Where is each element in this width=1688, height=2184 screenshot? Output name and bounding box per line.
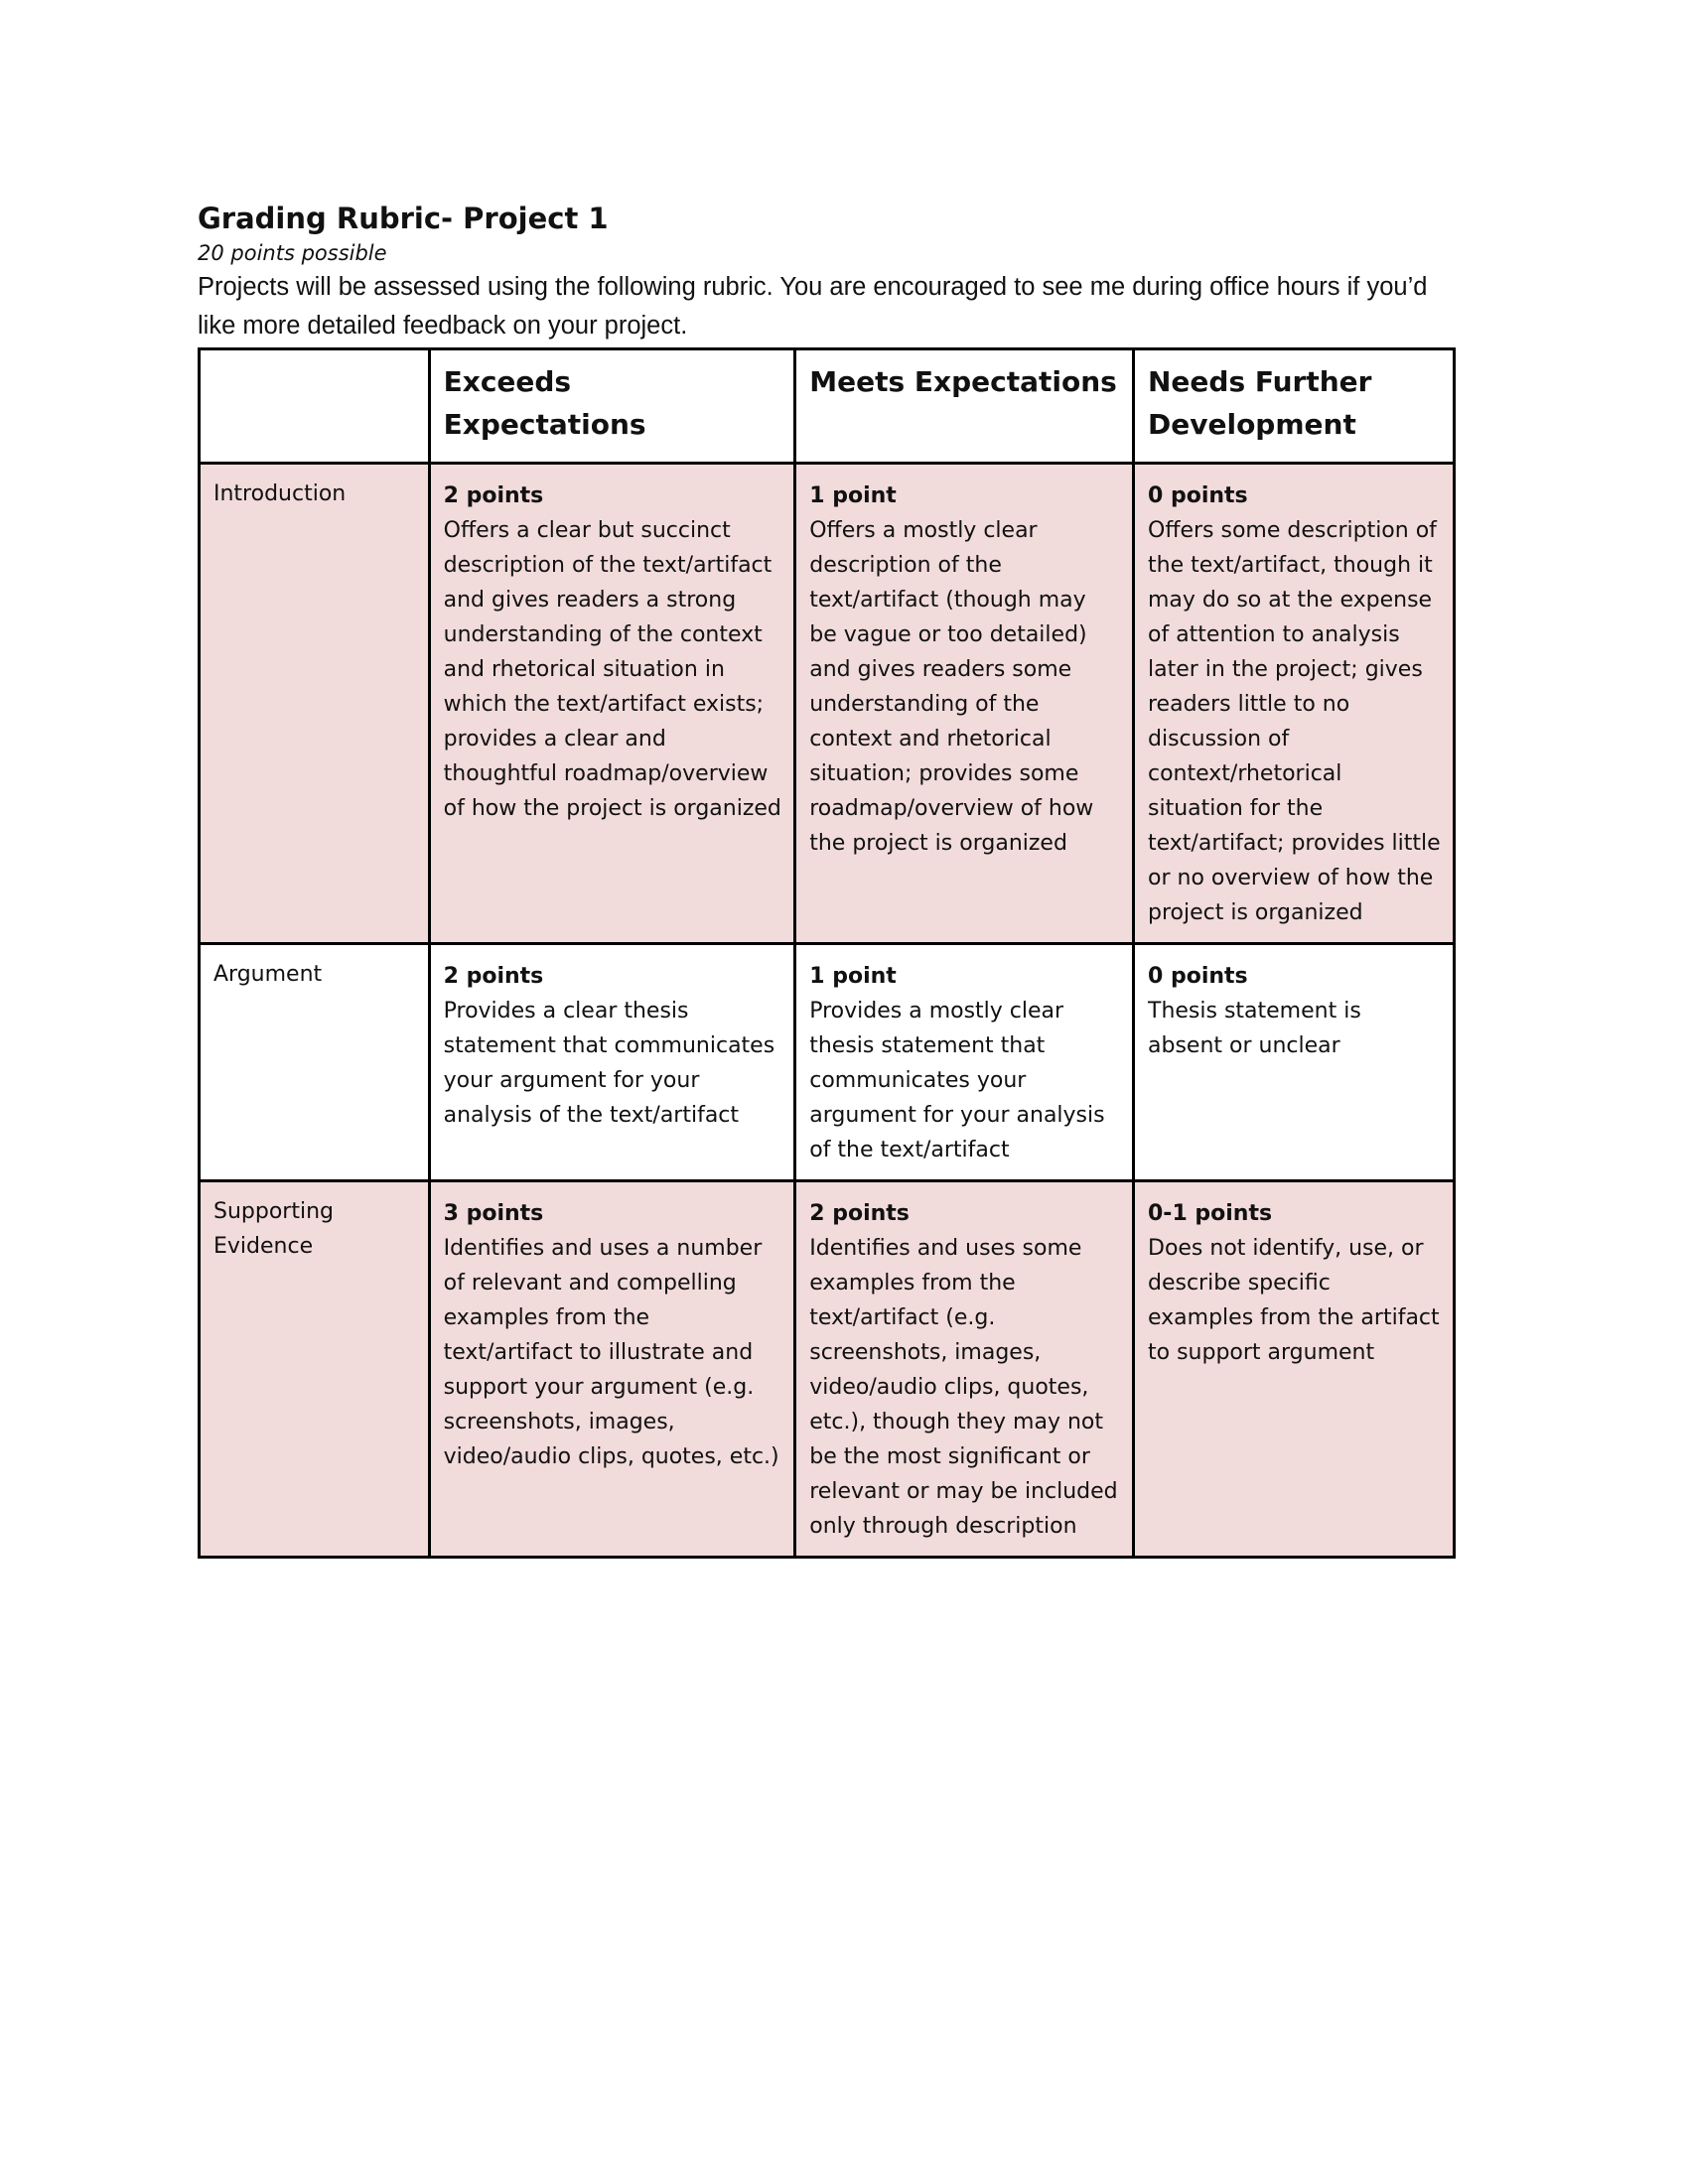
points-label: 0 points bbox=[1148, 964, 1248, 989]
rubric-table bbox=[198, 347, 1456, 1559]
criteria-text: Offers some description of the text/artifact, though it may do so at the expense of attention to analysis later in the project; gives readers little to no discussion of context/rhetorical situation for the text/artifact; provides little or no overview of how the project is organized bbox=[1148, 518, 1441, 925]
points-label: 1 point bbox=[809, 483, 897, 508]
points-label: 2 points bbox=[809, 1201, 910, 1226]
header-exceeds: Exceeds Expectations bbox=[429, 349, 795, 464]
header-meets: Meets Expectations bbox=[795, 349, 1134, 464]
points-label: 0-1 points bbox=[1148, 1201, 1273, 1226]
criteria-text: Does not identify, use, or describe specific examples from the artifact to support argument bbox=[1148, 1236, 1440, 1365]
points-label: 3 points bbox=[443, 1201, 544, 1226]
page-title: Grading Rubric- Project 1 bbox=[198, 202, 609, 235]
header-blank bbox=[200, 349, 430, 464]
cell-introduction-exceeds bbox=[429, 464, 795, 944]
rubric-document bbox=[198, 199, 1456, 1559]
cell-evidence-exceeds bbox=[429, 1181, 795, 1558]
cell-evidence-needs bbox=[1134, 1181, 1455, 1558]
criteria-text: Provides a mostly clear thesis statement that communicates your argument for your analysis of the text/artifact bbox=[809, 999, 1105, 1162]
points-label: 1 point bbox=[809, 964, 897, 989]
points-label: 2 points bbox=[443, 964, 544, 989]
cell-argument-needs bbox=[1134, 944, 1455, 1181]
table-row-introduction bbox=[200, 464, 1455, 944]
cell-evidence-meets bbox=[795, 1181, 1134, 1558]
cell-argument-exceeds bbox=[429, 944, 795, 1181]
row-label-argument: Argument bbox=[200, 944, 430, 1181]
points-possible: 20 points possible bbox=[198, 241, 387, 265]
criteria-text: Offers a mostly clear description of the text/artifact (though may be vague or too detailed) and gives readers some understanding of the context and rhetorical situation; provides some roadmap/overview of how the project is organized bbox=[809, 518, 1094, 856]
table-row-argument bbox=[200, 944, 1455, 1181]
points-label: 2 points bbox=[443, 483, 544, 508]
header-needs: Needs Further Development bbox=[1134, 349, 1455, 464]
table-row-supporting-evidence bbox=[200, 1181, 1455, 1558]
criteria-text: Identifies and uses some examples from the text/artifact (e.g. screenshots, images, video/audio clips, quotes, etc.), though they may not be the most significant or relevant or may be included only through description bbox=[809, 1236, 1118, 1539]
cell-argument-meets bbox=[795, 944, 1134, 1181]
criteria-text: Thesis statement is absent or unclear bbox=[1148, 999, 1361, 1058]
cell-introduction-needs bbox=[1134, 464, 1455, 944]
table-header-row bbox=[200, 349, 1455, 464]
criteria-text: Identifies and uses a number of relevant and compelling examples from the text/artifact to illustrate and support your argument (e.g. screenshots, images, video/audio clips, quotes, etc.) bbox=[443, 1236, 779, 1469]
cell-introduction-meets bbox=[795, 464, 1134, 944]
criteria-text: Provides a clear thesis statement that communicates your argument for your analysis of the text/artifact bbox=[443, 999, 775, 1128]
row-label-introduction: Introduction bbox=[200, 464, 430, 944]
row-label-supporting-evidence: Supporting Evidence bbox=[200, 1181, 430, 1558]
criteria-text: Offers a clear but succinct description of the text/artifact and gives readers a strong understanding of the context and rhetorical situation in which the text/artifact exists; provides a clear and thoughtful roadmap/overview of how the project is organized bbox=[443, 518, 781, 821]
intro-paragraph: Projects will be assessed using the following rubric. You are encouraged to see me during office hours if you’d like more detailed feedback on your project. bbox=[198, 273, 1428, 340]
points-label: 0 points bbox=[1148, 483, 1248, 508]
